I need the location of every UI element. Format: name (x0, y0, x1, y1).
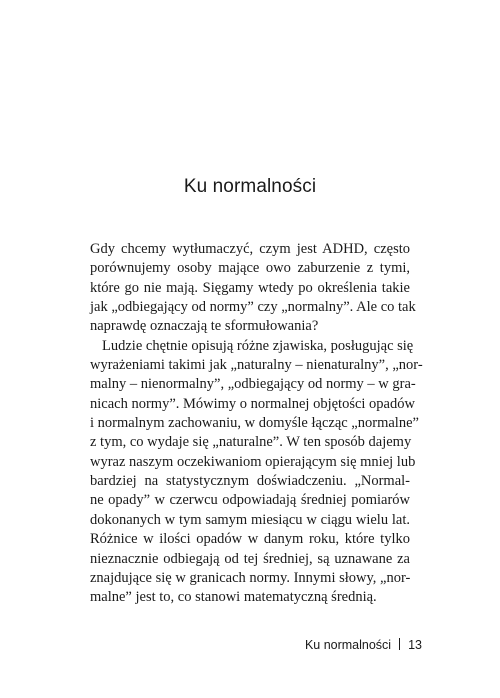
text-line: jak „odbiegający od normy” czy „normalny”. Ale co tak (90, 299, 416, 316)
text-line: nicach normy”. Mówimy o normalnej objętości opadów (90, 395, 415, 412)
text-line: znajdujące się w granicach normy. Innymi słowy, „nor- (90, 569, 411, 586)
text-line: naprawdę oznaczają te sformułowania? (90, 318, 319, 335)
chapter-title: Ku normalności (183, 176, 317, 197)
text-line: ne opady” w czerwcu odpowiadają średniej pomiarów (90, 492, 410, 509)
page-footer (305, 638, 422, 652)
footer-divider (399, 638, 400, 650)
text-line: malne” jest to, co stanowi matematyczną średnią. (90, 589, 377, 606)
text-line: i normalnym zachowaniu, w domyśle łącząc „normalne” (90, 415, 419, 432)
body-text (90, 240, 423, 608)
text-line: dokonanych w tym samym miesiącu w ciągu wielu lat. (90, 511, 410, 528)
text-line: nieznacznie odbiegają od tej średniej, są uznawane za (90, 550, 410, 567)
text-line: które go nie mają. Sięgamy wtedy po określenia takie (90, 279, 410, 296)
text-line: Różnice w ilości opadów w danym roku, które tylko (90, 531, 410, 548)
text-line: malny – nienormalny”, „odbiegający od normy – w gra- (90, 376, 416, 393)
text-line: wyrażeniami takimi jak „naturalny – nienaturalny”, „nor- (90, 357, 423, 374)
text-line: wyraz naszym oczekiwaniom opierającym się mniej lub (90, 453, 416, 470)
text-line: bardziej na statystycznym doświadczeniu. „Normal- (90, 473, 410, 490)
running-title: Ku normalności (304, 638, 392, 652)
page-number: 13 (408, 638, 422, 652)
text-line: porównujemy osoby mające owo zaburzenie z tymi, (90, 260, 410, 277)
text-line: Ludzie chętnie opisują różne zjawiska, posługując się (102, 337, 414, 354)
text-line: z tym, co wydaje się „naturalne”. W ten sposób dajemy (90, 434, 412, 451)
text-line: Gdy chcemy wytłumaczyć, czym jest ADHD, często (90, 241, 410, 257)
